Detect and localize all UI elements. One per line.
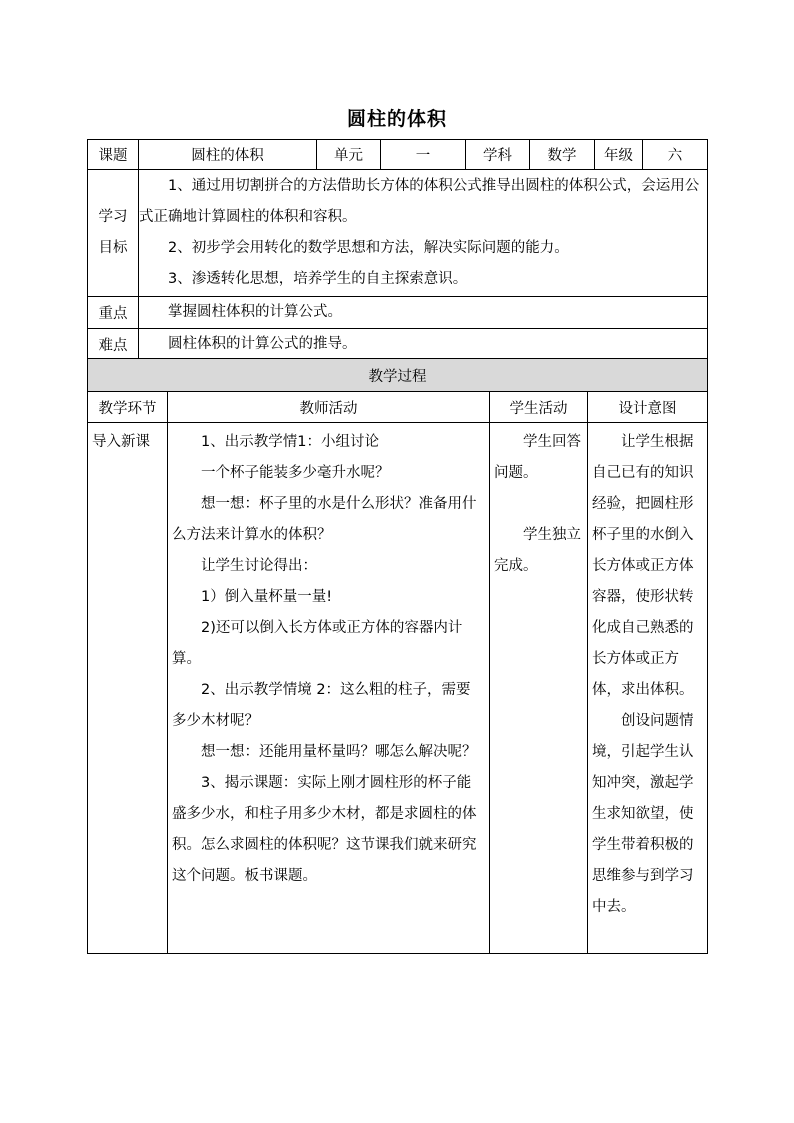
goals-label-line-1: 学习 (98, 209, 128, 225)
teaching-process-table (87, 358, 708, 954)
student-line-2: 学生独立完成。 (494, 527, 581, 574)
page-title: 圆柱的体积 (346, 108, 447, 130)
subject-value: 数学 (530, 140, 595, 170)
column-header-stage: 教学环节 (88, 392, 168, 423)
topic-label: 课题 (88, 140, 139, 170)
teacher-line-1: 1、出示教学情1：小组讨论 (201, 434, 379, 450)
key-text-line: 掌握圆柱体积的计算公式。 (168, 304, 342, 320)
teacher-line-8: 想一想：还能用量杯量吗？哪怎么解决呢？ (201, 744, 477, 760)
teacher-line-6: 2)还可以倒入长方体或正方体的容器内计算。 (172, 620, 463, 667)
process-column-headers (88, 392, 708, 423)
goal-item-2: 2、初步学会用转化的数学思想和方法，解决实际问题的能力。 (168, 240, 569, 256)
key-label: 重点 (88, 297, 139, 329)
difficulty-text (139, 329, 708, 361)
difficulty-text-line: 圆柱体积的计算公式的推导。 (168, 336, 357, 352)
unit-label: 单元 (317, 140, 381, 170)
key-text (139, 297, 708, 329)
goals-content (139, 170, 708, 297)
process-row-intro (88, 423, 708, 954)
teacher-line-2: 一个杯子能装多少毫升水呢？ (201, 465, 390, 481)
student-line-1: 学生回答问题。 (494, 434, 581, 481)
teacher-line-3: 想一想：杯子里的水是什么形状？准备用什么方法来计算水的体积？ (172, 496, 477, 543)
teacher-line-5: 1）倒入量杯量一量! (201, 589, 333, 605)
column-header-intent: 设计意图 (588, 392, 708, 423)
info-row (88, 140, 708, 170)
stage-name: 导入新课 (92, 434, 150, 450)
process-header: 教学过程 (88, 359, 708, 392)
teacher-line-7: 2、出示教学情境 2：这么粗的柱子，需要多少木材呢？ (172, 682, 471, 729)
goal-item-3: 3、渗透转化思想，培养学生的自主探索意识。 (168, 271, 468, 287)
goals-label (88, 170, 139, 297)
teacher-line-9: 3、揭示课题：实际上刚才圆柱形的杯子能盛多少水，和柱子用多少木材，都是求圆柱的体积。怎么求圆柱的体积呢？这节课我们就来研究这个问题。板书课题。 (172, 775, 477, 884)
column-header-teacher: 教师活动 (168, 392, 490, 423)
goals-label-line-2: 目标 (98, 240, 128, 256)
lesson-info-table (87, 139, 708, 361)
intent-line-2: 创设问题情境，引起学生认知冲突，激起学生求知欲望，使学生带着积极的思维参与到学习中去。 (592, 713, 694, 915)
difficulty-label: 难点 (88, 329, 139, 361)
intent-line-1: 让学生根据自己已有的知识经验，把圆柱形杯子里的水倒入长方体或正方体容器，使形状转化成自己熟悉的长方体或正方体，求出体积。 (592, 434, 694, 698)
teacher-activity-cell (168, 423, 490, 954)
stage-cell (88, 423, 168, 954)
teacher-line-4: 让学生讨论得出： (201, 558, 317, 574)
key-row (88, 297, 708, 329)
student-activity-cell (490, 423, 588, 954)
goal-item-1: 1、通过用切割拼合的方法借助长方体的体积公式推导出圆柱的体积公式，会运用公式正确地计算圆柱的体积和容积。 (139, 178, 700, 225)
column-header-student: 学生活动 (490, 392, 588, 423)
grade-label: 年级 (595, 140, 643, 170)
design-intent-cell (588, 423, 708, 954)
unit-value: 一 (381, 140, 466, 170)
grade-value: 六 (643, 140, 708, 170)
subject-label: 学科 (466, 140, 530, 170)
topic-value: 圆柱的体积 (139, 140, 317, 170)
difficulty-row (88, 329, 708, 361)
goals-row (88, 170, 708, 297)
